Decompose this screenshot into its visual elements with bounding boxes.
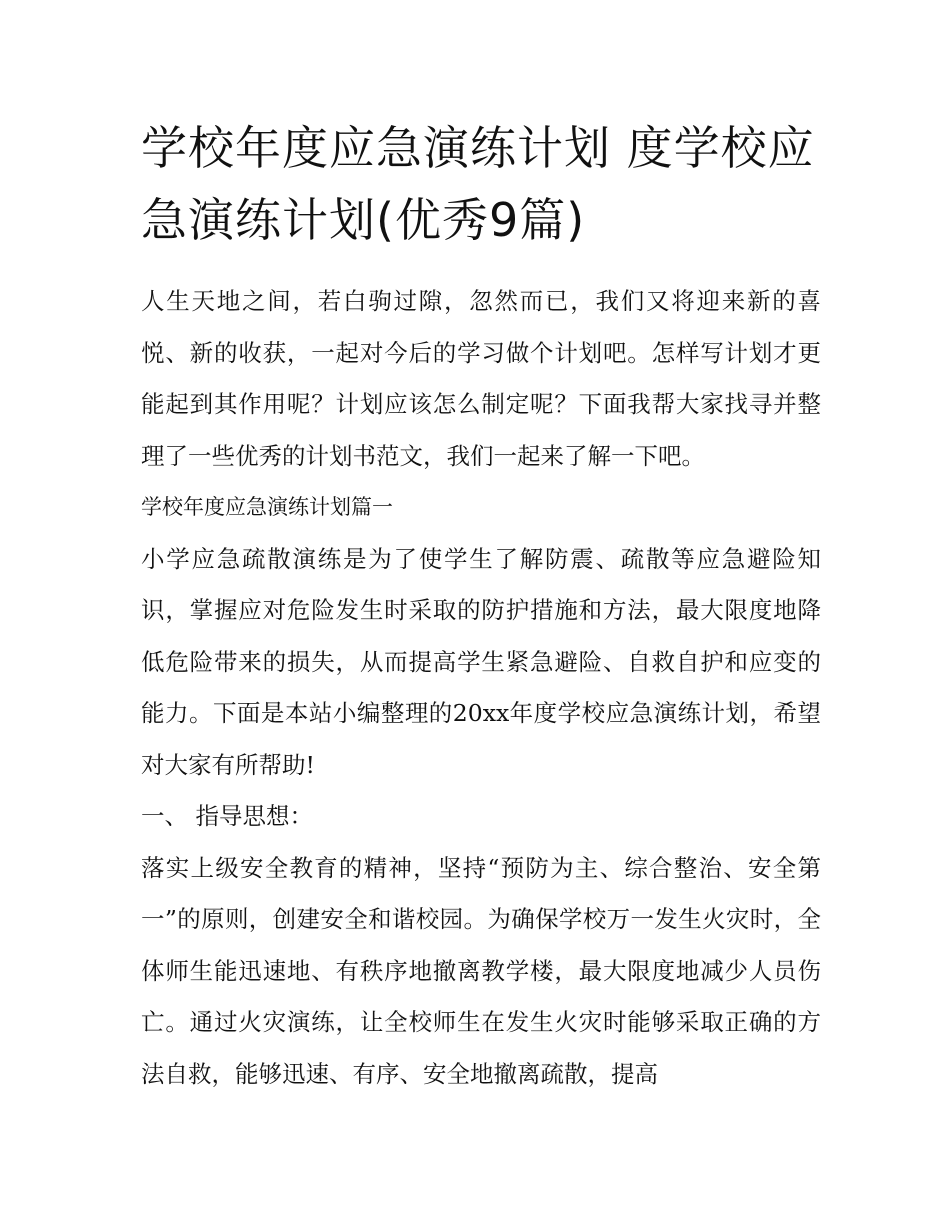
intro-paragraph: 人生天地之间，若白驹过隙，忽然而已，我们又将迎来新的喜悦、新的收获，一起对今后的学习做个计划吧。怎样写计划才更能起到其作用呢？计划应该怎么制定呢？下面我帮大家找寻并整理了一些优秀的计划书范文，我们一起来了解一下吧。	[141, 287, 821, 470]
subsection-heading: 一、 指导思想：	[141, 802, 313, 830]
section-heading: 学校年度应急演练计划篇一	[141, 495, 393, 519]
body-paragraph: 小学应急疏散演练是为了使学生了解防震、疏散等应急避险知识，掌握应对危险发生时采取的防护措施和方法，最大限度地降低危险带来的损失，从而提高学生紧急避险、自救自护和应变的能力。下面是本站小编整理的20xx年度学校应急演练计划，希望对大家有所帮助!	[141, 544, 821, 779]
document-body	[141, 276, 821, 1100]
body-paragraph: 落实上级安全教育的精神，坚持“预防为主、综合整治、安全第一”的原则，创建安全和谐校园。为确保学校万一发生火灾时，全体师生能迅速地、有秩序地撤离教学楼，最大限度地减少人员伤亡。通过火灾演练，让全校师生在发生火灾时能够采取正确的方法自救，能够迅速、有序、安全地撤离疏散，提高	[141, 853, 821, 1088]
document-title: 学校年度应急演练计划 度学校应急演练计划(优秀9篇)	[141, 121, 815, 247]
